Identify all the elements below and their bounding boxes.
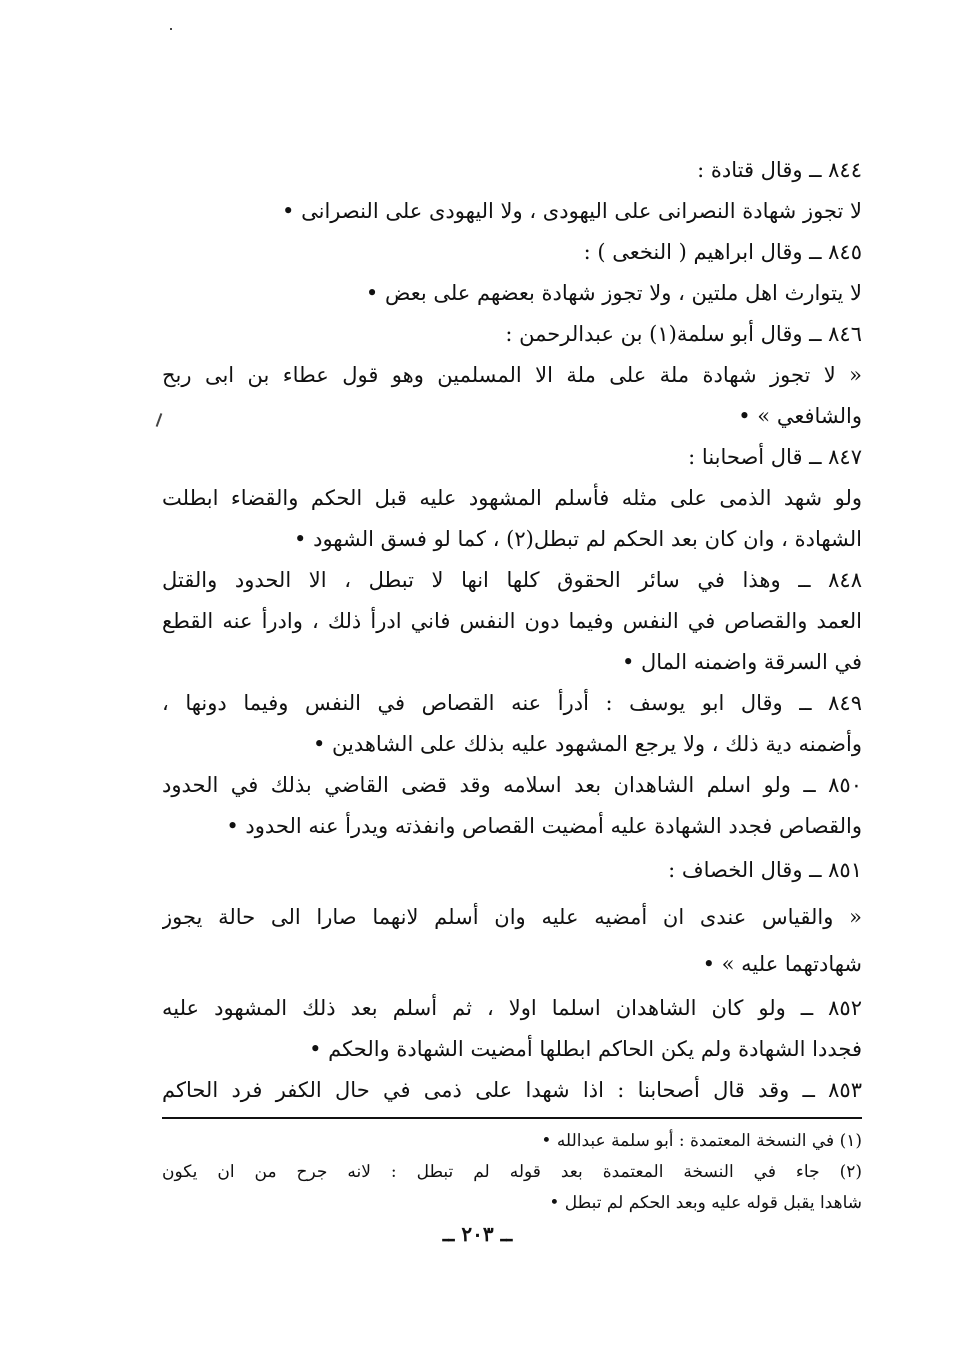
text-line: ٨٤٨ ــ وهذا في سائر الحقوق كلها انها لا تبطل ، الا الحدود والقتل: [162, 568, 862, 592]
text-line: ٨٤٦ ــ وقال أبو سلمة(١) بن عبدالرحمن :: [505, 322, 862, 346]
page-number: ــ ٢٠٣ ــ: [442, 1222, 513, 1246]
text-line: ٨٤٩ ــ وقال ابو يوسف : أدرأ عنه القصاص في النفس وفيما دونها ،: [162, 691, 862, 715]
text-line: ٨٥٢ ــ ولو كان الشاهدان اسلما اولا ، ثم أسلم بعد ذلك المشهود عليه: [162, 996, 862, 1020]
text-line: ٨٥٠ ــ ولو اسلم الشاهدان بعد اسلامه وقد قضى القاضي بذلك في الحدود: [162, 773, 862, 797]
text-line: لا يتوارث اهل ملتين ، ولا تجوز شهادة بعضهم على بعض •: [365, 281, 862, 305]
text-line: ٨٥١ ــ وقال الخصاف :: [668, 858, 862, 882]
text-line: وأضمنه دية ذلك ، ولا يرجع المشهود عليه بذلك على الشاهدين •: [312, 732, 862, 756]
footnote-separator: [162, 1117, 862, 1119]
footnote-2-continued: شاهدا يقبل قوله عليه وبعد الحكم لم تبطل •: [549, 1193, 862, 1213]
text-line: شهادتهما عليه » •: [702, 952, 862, 976]
text-line: فجددا الشهادة ولم يكن الحاكم ابطلها أمضيت الشهادة والحكم •: [309, 1037, 862, 1061]
text-line: الشهادة ، وان كان بعد الحكم لم تبطل(٢) ، كما لو فسق الشهود •: [294, 527, 862, 551]
text-line: ٨٤٧ ــ قال أصحابنا :: [688, 445, 862, 469]
text-line: العمد والقصاص في النفس وفيما دون النفس فاني ادرأ ذلك ، وادرأ عنه القطع: [162, 609, 862, 633]
text-line: ٨٥٣ ــ وقد قال أصحابنا : اذا شهدا على ذمى في حال الكفر فرد الحاكم: [162, 1078, 862, 1102]
text-line: « والقياس عندى ان أمضيه عليه وان أسلم لانهما صارا الى حالة يجوز: [162, 905, 862, 929]
main-text: [162, 150, 862, 1111]
scan-speck: [170, 28, 172, 30]
footnote-1: (١) في النسخة المعتمدة : أبو سلمة عبدالله •: [541, 1131, 862, 1151]
footnote-2: (٢) جاء في النسخة المعتمدة بعد قوله لم تبطل : لانه جرح من ان يكون: [162, 1162, 862, 1182]
text-line: « لا تجوز شهادة ملة على ملة الا المسلمين وهو قول عطاء بن ابى ربح: [162, 363, 862, 387]
text-line: لا تجوز شهادة النصرانى على اليهودى ، ولا اليهودى على النصرانى •: [282, 199, 862, 223]
text-line: ٨٤٤ ــ وقال قتادة :: [697, 158, 862, 182]
footnotes: [162, 1126, 862, 1219]
text-line: والقصاص فجدد الشهادة عليه أمضيت القصاص وانفذته ويدرأ عنه الحدود •: [226, 814, 862, 838]
text-line: ٨٤٥ ــ وقال ابراهيم ( النخعى ) :: [583, 240, 862, 264]
text-line: ولو شهد الذمى على مثله فأسلم المشهود عليه قبل الحكم والقضاء ابطلت: [162, 486, 862, 510]
text-line: في السرقة واضمنه المال •: [621, 650, 862, 674]
text-line: والشافعي » •: [738, 404, 862, 428]
